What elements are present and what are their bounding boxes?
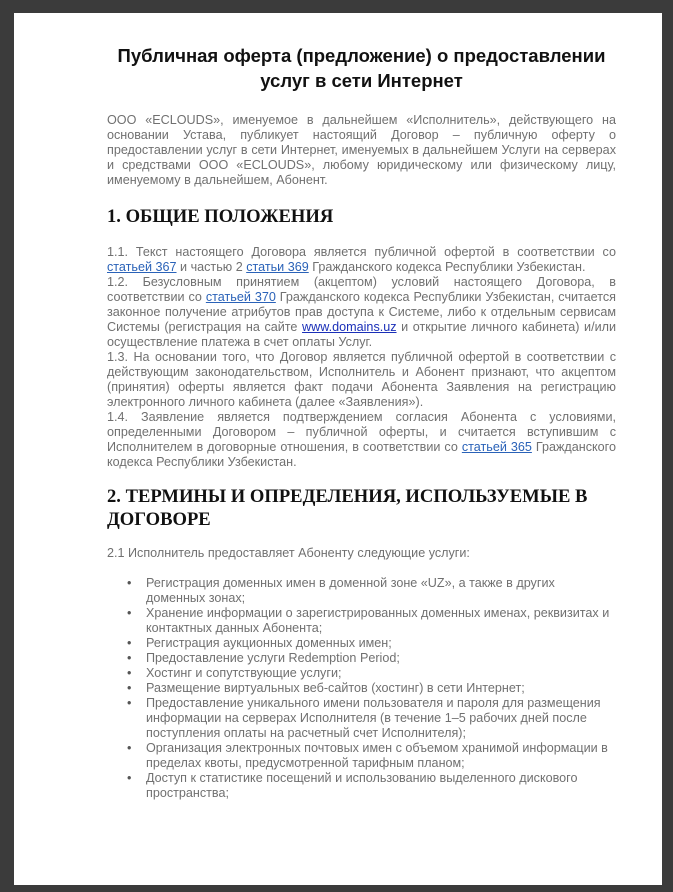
- list-item: • Регистрация аукционных доменных имен;: [146, 636, 616, 651]
- clause-1-4-text-a: 1.4. Заявление является подтверждением согласия Абонента с условиями, определенными Договором – публичной оферты, и считается вступившим с Исполнителем в договорные отношения, в соответствии со: [107, 410, 616, 454]
- clause-1-1-text-a: 1.1. Текст настоящего Договора является публичной офертой в соответствии со: [107, 245, 616, 259]
- intro-paragraph: ООО «ECLOUDS», именуемое в дальнейшем «Исполнитель», действующего на основании Устава, публикует настоящий Договор – публичную оферту о предоставлении услуг в сети Интернет, именуемых в дальнейшем Услуги на серверах и средствами ООО «ECLOUDS», любому юридическому или физическому лицу, именуемому в дальнейшем, Абонент.: [107, 113, 616, 187]
- link-domains-uz[interactable]: www.domains.uz: [302, 320, 397, 334]
- list-item: • Доступ к статистике посещений и использованию выделенного дискового пространства;: [146, 771, 616, 801]
- clause-2-1: 2.1 Исполнитель предоставляет Абоненту следующие услуги:: [107, 546, 470, 560]
- link-article-367[interactable]: статьей 367: [107, 260, 177, 274]
- link-article-369[interactable]: статьи 369: [246, 260, 309, 274]
- document-content: [107, 43, 616, 801]
- document-title: Публичная оферта (предложение) о предоставлении услуг в сети Интернет: [117, 45, 606, 91]
- clause-1-4-text-b: Гражданского кодекса Республики Узбекистан.: [107, 440, 617, 469]
- clause-1-1-text-b: и частью 2: [176, 260, 247, 274]
- clause-1-3: 1.3. На основании того, что Договор является публичной офертой в соответствии с действующим законодательством, Исполнитель и Абонент признают, что акцептом (принятия) оферты является факт подачи Абонента Заявления на регистрацию электронного личного кабинета (далее «Заявления»).: [107, 350, 616, 409]
- list-item: • Предоставление услуги Redemption Period;: [146, 651, 616, 666]
- clause-1-4: [107, 410, 616, 470]
- clause-1-2-text-a: 1.2. Безусловным принятием (акцептом) условий настоящего Договора, в соответствии со: [107, 275, 616, 304]
- clause-1-2: [107, 275, 616, 350]
- list-item: • Размещение виртуальных веб-сайтов (хостинг) в сети Интернет;: [146, 681, 616, 696]
- document-page: [14, 13, 662, 885]
- list-item: • Регистрация доменных имен в доменной зоне «UZ», а также в других доменных зонах;: [146, 576, 616, 606]
- list-item: • Хранение информации о зарегистрированных доменных именах, реквизитах и контактных данных Абонента;: [146, 606, 616, 636]
- clause-1-1: [107, 245, 616, 275]
- link-article-365[interactable]: статьей 365: [461, 440, 532, 454]
- section-1-heading: 1. ОБЩИЕ ПОЛОЖЕНИЯ: [107, 206, 334, 227]
- list-item: • Предоставление уникального имени пользователя и пароля для размещения информации на серверах Исполнителя (в течение 1–5 рабочих дней после поступления оплаты на расчетный счет Исполнителя);: [146, 696, 616, 741]
- services-list: [107, 576, 616, 801]
- section-2-heading: 2. ТЕРМИНЫ И ОПРЕДЕЛЕНИЯ, ИСПОЛЬЗУЕМЫЕ В ДОГОВОРЕ: [107, 486, 588, 530]
- link-article-370[interactable]: статьей 370: [205, 290, 276, 304]
- list-item: • Организация электронных почтовых имен с объемом хранимой информации в пределах квоты, предусмотренной тарифным планом;: [146, 741, 616, 771]
- list-item: • Хостинг и сопутствующие услуги;: [146, 666, 616, 681]
- clause-1-2-text-c: и открытие личного кабинета) и/или осуществление платежа в счет оплаты Услуг.: [107, 320, 616, 349]
- clause-1-2-text-b: Гражданского кодекса Республики Узбекистан, считается законное получение атрибутов прав доступа к Системе, либо к отдельным сервисам Системы (регистрация на сайте: [107, 290, 617, 334]
- clause-1-1-text-c: Гражданского кодекса Республики Узбекистан.: [308, 260, 586, 274]
